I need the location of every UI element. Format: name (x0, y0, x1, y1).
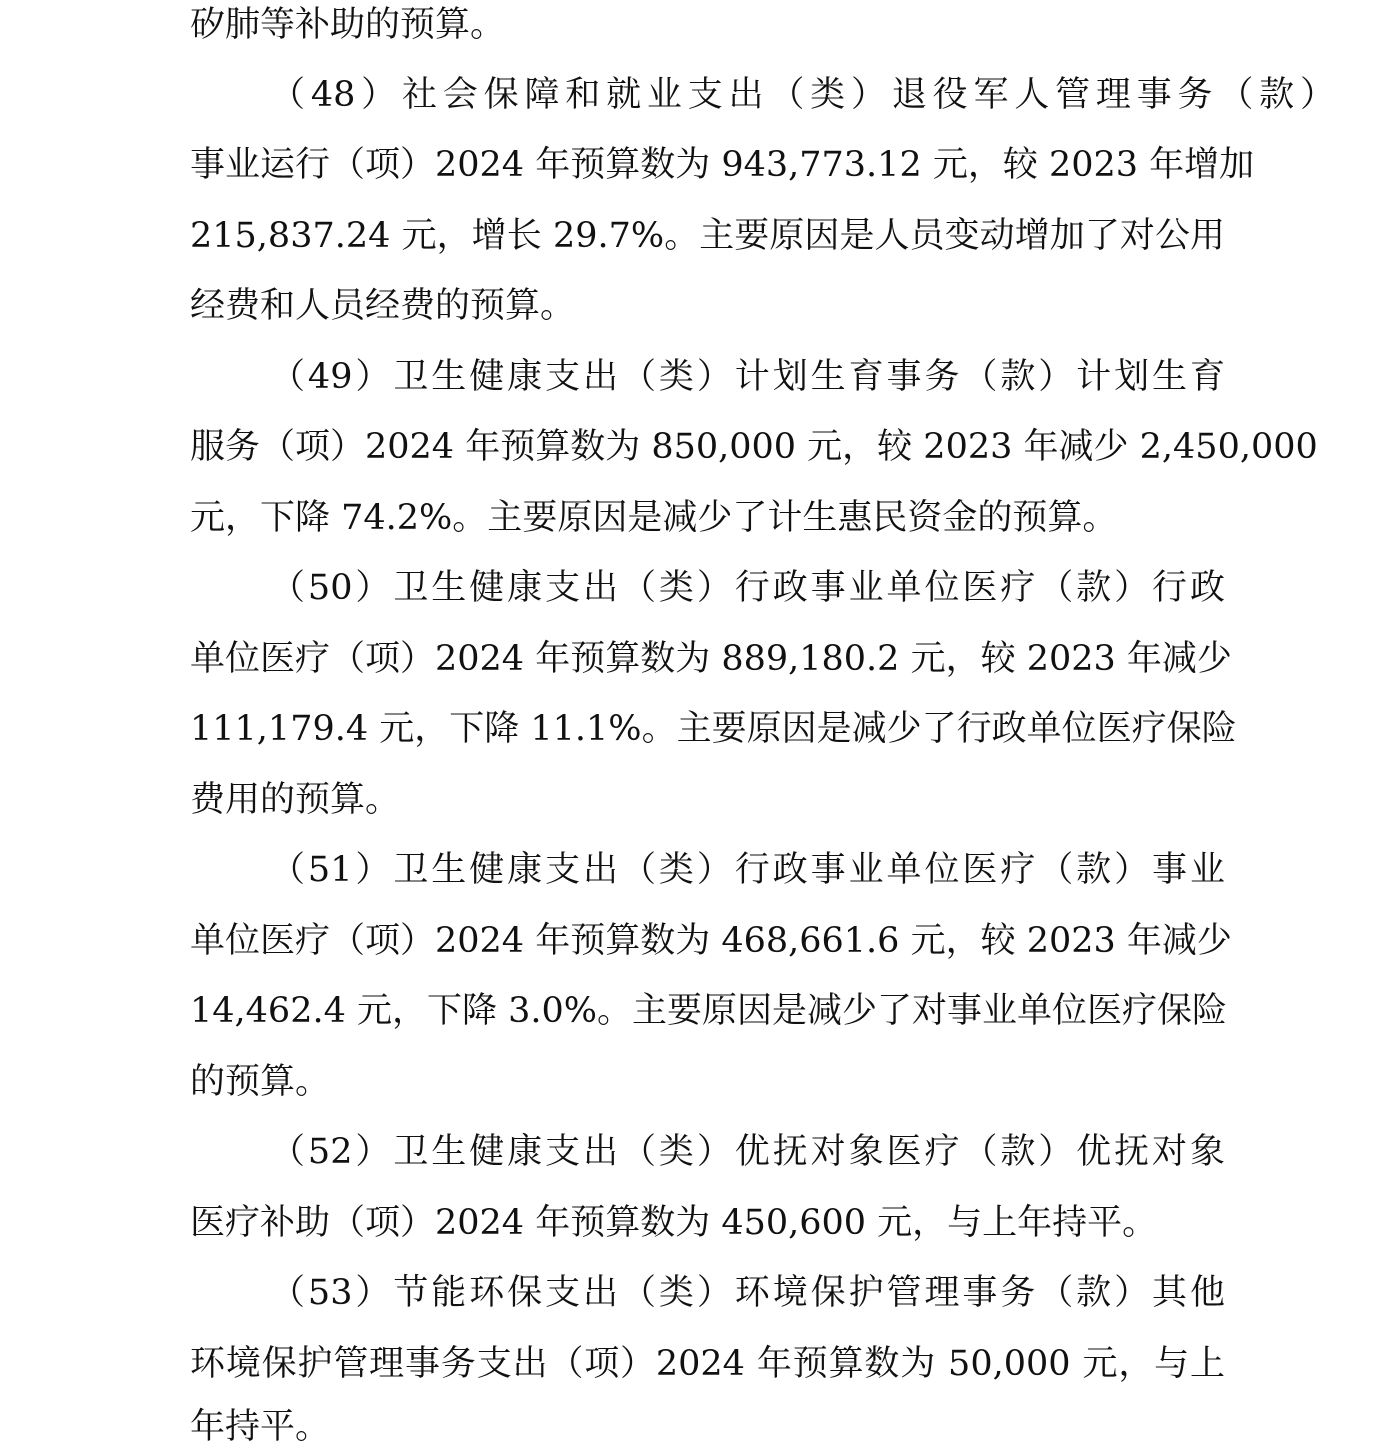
text-line: 医疗补助（项）2024 年预算数为 450,600 元，与上年持平。 (190, 1203, 1158, 1243)
text-line: 111,179.4 元，下降 11.1%。主要原因是减少了行政单位医疗保险 (190, 709, 1237, 749)
paragraph-49-line-1: （49）卫生健康支出（类）计划生育事务（款）计划生育 (270, 357, 1225, 397)
text-line: 矽肺等补助的预算。 (190, 5, 506, 45)
text-line: 单位医疗（项）2024 年预算数为 468,661.6 元，较 2023 年减少 (190, 921, 1232, 961)
text-line: 215,837.24 元，增长 29.7%。主要原因是人员变动增加了对公用 (190, 216, 1225, 256)
text-line: 经费和人员经费的预算。 (190, 286, 576, 326)
paragraph-53-line-1: （53）节能环保支出（类）环境保护管理事务（款）其他 (270, 1273, 1225, 1313)
text-line: 的预算。 (190, 1062, 331, 1102)
text-line: 事业运行（项）2024 年预算数为 943,773.12 元，较 2023 年增加 (190, 145, 1255, 185)
paragraph-52-line-1: （52）卫生健康支出（类）优抚对象医疗（款）优抚对象 (270, 1132, 1225, 1172)
text-line: 环境保护管理事务支出（项）2024 年预算数为 50,000 元，与上 (190, 1344, 1225, 1384)
text-line: 年持平。 (190, 1407, 331, 1447)
text-line: 服务（项）2024 年预算数为 850,000 元，较 2023 年减少 2,450,000 (190, 427, 1318, 467)
text-line: 14,462.4 元，下降 3.0%。主要原因是减少了对事业单位医疗保险 (190, 991, 1228, 1031)
paragraph-50-line-1: （50）卫生健康支出（类）行政事业单位医疗（款）行政 (270, 568, 1225, 608)
paragraph-48-line-1: （48）社会保障和就业支出（类）退役军人管理事务（款） (270, 75, 1335, 115)
text-line: 单位医疗（项）2024 年预算数为 889,180.2 元，较 2023 年减少 (190, 639, 1232, 679)
paragraph-51-line-1: （51）卫生健康支出（类）行政事业单位医疗（款）事业 (270, 850, 1225, 890)
text-line: 元，下降 74.2%。主要原因是减少了计生惠民资金的预算。 (190, 498, 1118, 538)
text-line: 费用的预算。 (190, 780, 401, 820)
